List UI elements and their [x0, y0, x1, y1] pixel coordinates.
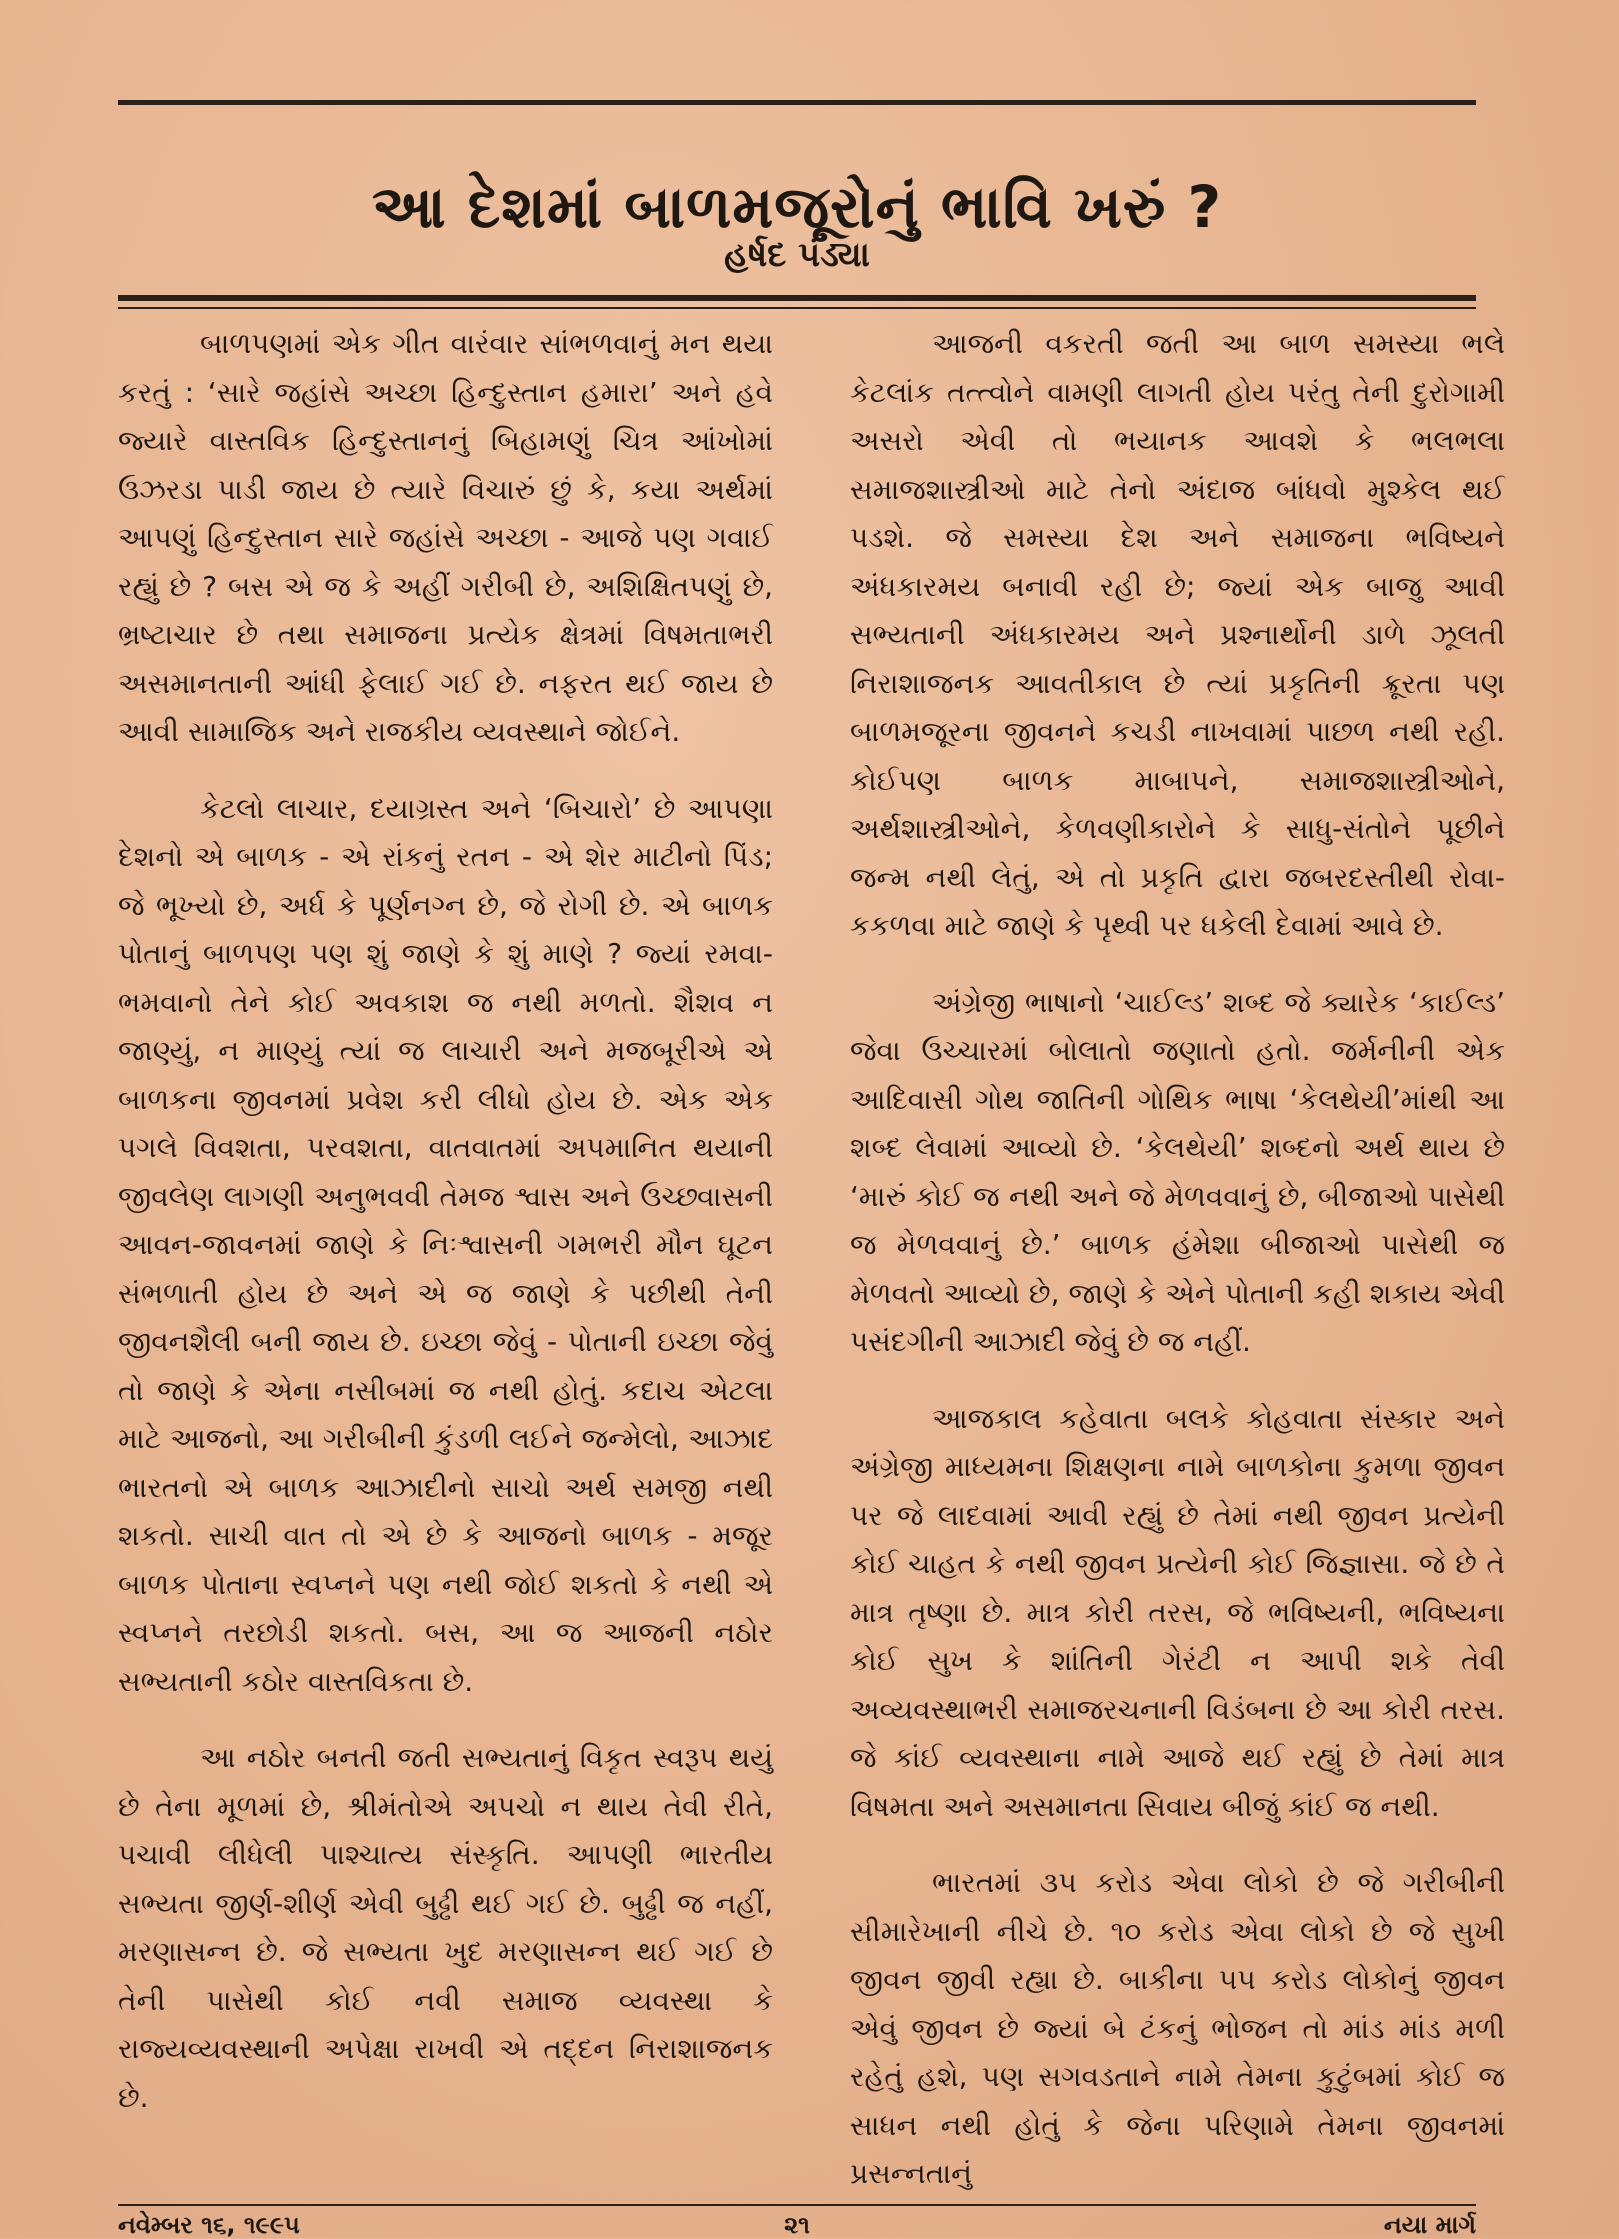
footer-rule: [118, 2204, 1476, 2206]
paragraph: અંગ્રેજી ભાષાનો ‘ચાઈલ્ડ’ શબ્દ જે ક્યારેક ‘કાઈલ્ડ’ જેવા ઉચ્ચારમાં બોલાતો જણાતો હતો. જર્મનીની એક આદિવાસી ગોથ જાતિની ગોથિક ભાષા ‘કેલથેયી’માંથી આ શબ્દ લેવામાં આવ્યો છે. ‘કેલથેયી’ શબ્દનો અર્થ થાય છે ‘મારું કોઈ જ નથી અને જે મેળવવાનું છે, બીજાઓ પાસેથી જ મેળવવાનું છે.’ બાળક હંમેશા બીજાઓ પાસેથી જ મેળવતો આવ્યો છે, જાણે કે એને પોતાની કહી શકાય એવી પસંદગીની આઝાદી જેવું છે જ નહીં.: [850, 985, 1505, 1358]
article-title: આ દેશમાં બાળમજૂરોનું ભાવિ ખરું ?: [371, 172, 1223, 241]
paragraph: ભારતમાં ૩૫ કરોડ એવા લોકો છે જે ગરીબીની સીમારેખાની નીચે છે. ૧૦ કરોડ એવા લોકો છે જે સુખી જીવન જીવી રહ્યા છે. બાકીના ૫૫ કરોડ લોકોનું જીવન એવું જીવન છે જ્યાં બે ટંકનું ભોજન તો માંડ માંડ મળી રહેતું હશે, પણ સગવડતાને નામે તેમના કુટુંબમાં કોઈ જ સાધન નથી હોતું કે જેના પરિણામે તેમના જીવનમાં પ્રસન્નતાનું: [850, 1866, 1505, 2190]
paragraph: બાળપણમાં એક ગીત વારંવાર સાંભળવાનું મન થયા કરતું : ‘સારે જહાંસે અચ્છા હિન્દુસ્તાન હમારા’ અને હવે જ્યારે વાસ્તવિક હિન્દુસ્તાનનું બિહામણું ચિત્ર આંખોમાં ઉઝરડા પાડી જાય છે ત્યારે વિચારું છું કે, કયા અર્થમાં આપણું હિન્દુસ્તાન સારે જહાંસે અચ્છા - આજે પણ ગવાઈ રહ્યું છે ? બસ એ જ કે અહીં ગરીબી છે, અશિક્ષિતપણું છે, ભ્રષ્ટાચાર છે તથા સમાજના પ્રત્યેક ક્ષેત્રમાં વિષમતાભરી અસમાનતાની આંધી ફેલાઈ ગઈ છે. નફરત થઈ જાય છે આવી સામાજિક અને રાજકીય વ્યવસ્થાને જોઈને.: [118, 327, 773, 748]
paragraph: આજની વકરતી જતી આ બાળ સમસ્યા ભલે કેટલાંક તત્ત્વોને વામણી લાગતી હોય પરંતુ તેની દુરોગામી અસરો એવી તો ભયાનક આવશે કે ભલભલા સમાજશાસ્ત્રીઓ માટે તેનો અંદાજ બાંધવો મુશ્કેલ થઈ પડશે. જે સમસ્યા દેશ અને સમાજના ભવિષ્યને અંધકારમય બનાવી રહી છે; જ્યાં એક બાજુ આવી સભ્યતાની અંધકારમય અને પ્રશ્નાર્થોની ડાળે ઝૂલતી નિરાશાજનક આવતીકાલ છે ત્યાં પ્રકૃતિની ક્રૂરતા પણ બાળમજૂરના જીવનને કચડી નાખવામાં પાછળ નથી રહી. કોઈપણ બાળક માબાપને, સમાજશાસ્ત્રીઓને, અર્થશાસ્ત્રીઓને, કેળવણીકારોને કે સાધુ-સંતોને પૂછીને જન્મ નથી લેતું, એ તો પ્રકૃતિ દ્વારા જબરદસ્તીથી રોવા-કકળવા માટે જાણે કે પૃથ્વી પર ધકેલી દેવામાં આવે છે.: [850, 327, 1505, 942]
header-rule-thin: [118, 307, 1476, 309]
publication-name: નયા માર્ગ: [1383, 2211, 1476, 2239]
article-author: હર્ષદ પંડ્યા: [724, 235, 870, 275]
issue-date: નવેમ્બર ૧૬, ૧૯૯૫: [118, 2211, 300, 2239]
page-number: ૨૧: [784, 2211, 810, 2239]
paragraph: આજકાલ કહેવાતા બલકે કોહવાતા સંસ્કાર અને અંગ્રેજી માધ્યમના શિક્ષણના નામે બાળકોના કુમળા જીવન પર જે લાદવામાં આવી રહ્યું છે તેમાં નથી જીવન પ્રત્યેની કોઈ ચાહત કે નથી જીવન પ્રત્યેની કોઈ જિજ્ઞાસા. જે છે તે માત્ર તૃષ્ણા છે. માત્ર કોરી તરસ, જે ભવિષ્યની, ભવિષ્યના કોઈ સુખ કે શાંતિની ગેરંટી ન આપી શકે તેવી અવ્યવસ્થાભરી સમાજરચનાની વિડંબના છે આ કોરી તરસ. જે કાંઈ વ્યવસ્થાના નામે આજે થઈ રહ્યું છે તેમાં માત્ર વિષમતા અને અસમાનતા સિવાય બીજું કાંઈ જ નથી.: [850, 1401, 1505, 1823]
paragraph: કેટલો લાચાર, દયાગ્રસ્ત અને ‘બિચારો’ છે આપણા દેશનો એ બાળક - એ રાંકનું રતન - એ શેર માટીનો પિંડ; જે ભૂખ્યો છે, અર્ધ કે પૂર્ણનગ્ન છે, જે રોગી છે. એ બાળક પોતાનું બાળપણ પણ શું જાણે કે શું માણે ? જ્યાં રમવા-ભમવાનો તેને કોઈ અવકાશ જ નથી મળતો. શૈશવ ન જાણ્યું, ન માણ્યું ત્યાં જ લાચારી અને મજબૂરીએ એ બાળકના જીવનમાં પ્રવેશ કરી લીધો હોય છે. એક એક પગલે વિવશતા, પરવશતા, વાતવાતમાં અપમાનિત થયાની જીવલેણ લાગણી અનુભવવી તેમજ શ્વાસ અને ઉચ્છ્વાસની આવન-જાવનમાં જાણે કે નિઃશ્વાસની ગમભરી મૌન ઘૂટન સંભળાતી હોય છે અને એ જ જાણે કે પછીથી તેની જીવનશૈલી બની જાય છે. ઇચ્છા જેવું - પોતાની ઇચ્છા જેવું તો જાણે કે એના નસીબમાં જ નથી હોતું. કદાચ એટલા માટે આજનો, આ ગરીબીની કુંડળી લઈને જન્મેલો, આઝાદ ભારતનો એ બાળક આઝાદીનો સાચો અર્થ સમજી નથી શકતો. સાચી વાત તો એ છે કે આજનો બાળક - મજૂર બાળક પોતાના સ્વપ્નને પણ નથી જોઈ શકતો કે નથી એ સ્વપ્નને તરછોડી શકતો. બસ, આ જ આજની નઠોર સભ્યતાની કઠોર વાસ્તવિકતા છે.: [118, 791, 773, 1698]
left-column: [118, 320, 773, 2122]
paragraph: આ નઠોર બનતી જતી સભ્યતાનું વિકૃત સ્વરૂપ થયું છે તેના મૂળમાં છે, શ્રીમંતોએ અપચો ન થાય તેવી રીતે, પચાવી લીધેલી પાશ્ચાત્ય સંસ્કૃતિ. આપણી ભારતીય સભ્યતા જીર્ણ-શીર્ણ એવી બુઢ્ઢી થઈ ગઈ છે. બુઢ્ઢી જ નહીં, મરણાસન્ન છે. જે સભ્યતા ખુદ મરણાસન્ન થઈ ગઈ છે તેની પાસેથી કોઈ નવી સમાજ વ્યવસ્થા કે રાજ્યવ્યવસ્થાની અપેક્ષા રાખવી એ તદ્દન નિરાશાજનક છે.: [118, 1741, 773, 2114]
right-column: [850, 320, 1505, 2199]
header-rule-thick: [118, 295, 1476, 301]
page-footer: [118, 2212, 1476, 2238]
top-rule: [118, 100, 1476, 105]
